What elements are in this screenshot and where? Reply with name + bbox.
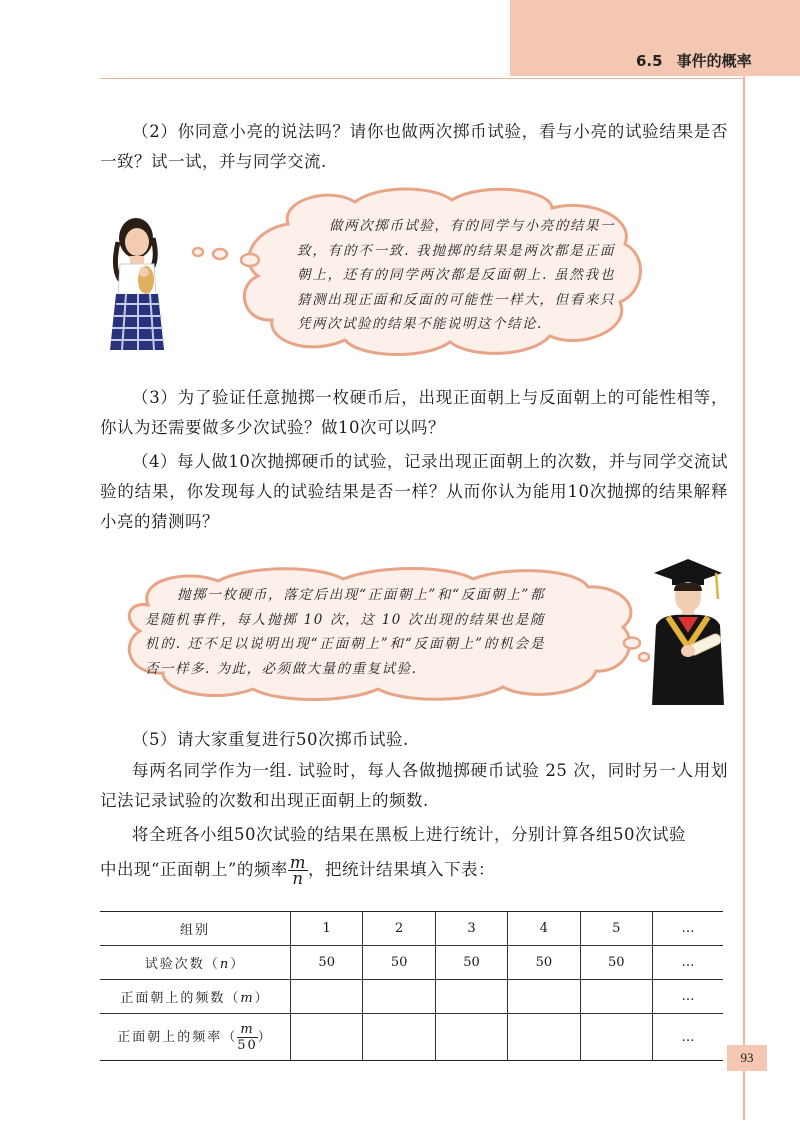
table-cell [508,1014,580,1061]
table-cell: … [653,980,724,1014]
table-cell: 5 [580,912,652,946]
table-cell [435,1014,507,1061]
table-cell: 50 [435,946,507,980]
fraction-denominator: n [292,869,304,888]
rate-label: 正面朝上的频率（ [117,1029,238,1045]
paragraph-question-3: （3）为了验证任意抛掷一枚硬币后，出现正面朝上与反面朝上的可能性相等，你认为还需要做多少次试验？做10次可以吗？ [100,388,728,437]
section-title: 事件的概率 [676,52,752,70]
margin-rule [743,76,745,1120]
table-cell: 4 [508,912,580,946]
table-cell: … [653,912,724,946]
paragraph-statistics: 将全班各小组50次试验的结果在黑板上进行统计，分别计算各组50次试验 [132,825,686,844]
table-cell [508,980,580,1014]
statistics-table [100,911,723,1061]
table-cell [291,980,363,1014]
table-row-frequency [100,980,723,1014]
table-cell: 50 [291,946,363,980]
graduate-illustration [648,555,728,705]
rate-numerator: m [237,1022,258,1038]
table-cell: … [653,1014,724,1061]
paragraph-question-5: （5）请大家重复进行50次掷币试验. [132,730,409,749]
table-cell [580,1014,652,1061]
fraction-numerator: m [289,853,307,872]
freq-label: 正面朝上的频数（ [120,991,241,1006]
frequency-fraction [288,855,308,886]
paragraph-frequency [100,850,728,890]
table-row-label [100,1014,291,1061]
table-cell [580,980,652,1014]
table-cell: 50 [508,946,580,980]
table-row-groups [100,912,723,946]
rate-denominator: 50 [237,1037,258,1053]
paragraph-group-instructions: 每两名同学作为一组. 试验时，每人各做抛掷硬币试验 25 次，同时另一人用划记法记录试验的次数和出现正面朝上的频数. [100,761,728,810]
table-cell: 50 [580,946,652,980]
paragraph-question-2: （2）你同意小亮的说法吗？请你也做两次掷币试验，看与小亮的试验结果是否一致？试一试，并与同学交流. [100,122,728,171]
table-cell: … [653,946,724,980]
thought-bubble-graduate-text: 抛掷一枚硬币，落定后出现“正面朝上”和“反面朝上”都是随机事件，每人抛掷 10 次，这 10 次出现的结果也是随机的. 还不足以说明出现“正面朝上”和“反面朝上”的机会是否一样多. 为此，必须做大量的重复试验. [145,587,545,677]
header-rule [100,78,745,79]
section-header [636,50,752,71]
trials-close: ） [230,957,246,972]
table-row-label [100,946,291,980]
table-cell [363,980,435,1014]
trials-var: n [219,957,231,972]
table-cell: 50 [363,946,435,980]
table-row-rate [100,1014,723,1061]
paragraph-question-4: （4）每人做10次抛掷硬币的试验，记录出现正面朝上的次数，并与同学交流试验的结果，你发现每人的试验结果是否一样？从而你认为能用10次抛掷的结果解释小亮的猜测吗？ [100,452,728,531]
frequency-text-before: 中出现“正面朝上”的频率 [100,860,288,879]
thought-bubble-girl-text: 做两次掷币试验，有的同学与小亮的结果一致，有的不一致. 我抛掷的结果是两次都是正面朝上，还有的同学两次都是反面朝上. 虽然我也猜测出现正面和反面的可能性一样大，但看来只凭两次试验的结果不能说明这个结论. [297,218,615,333]
table-cell [435,980,507,1014]
page-number: 93 [727,1045,767,1071]
table-cell: 1 [291,912,363,946]
section-number: 6.5 [636,52,663,70]
freq-var: m [240,991,255,1006]
frequency-text-after: ，把统计结果填入下表： [308,860,496,879]
freq-close: ） [254,991,270,1006]
rate-fraction [237,1022,258,1053]
girl-illustration [108,208,168,353]
table-header-label: 组别 [100,912,291,946]
table-cell [363,1014,435,1061]
table-row-label [100,980,291,1014]
table-cell [291,1014,363,1061]
table-cell: 2 [363,912,435,946]
trials-label: 试验次数（ [144,957,220,972]
rate-close: ） [257,1029,273,1045]
table-cell: 3 [435,912,507,946]
table-row-trials [100,946,723,980]
